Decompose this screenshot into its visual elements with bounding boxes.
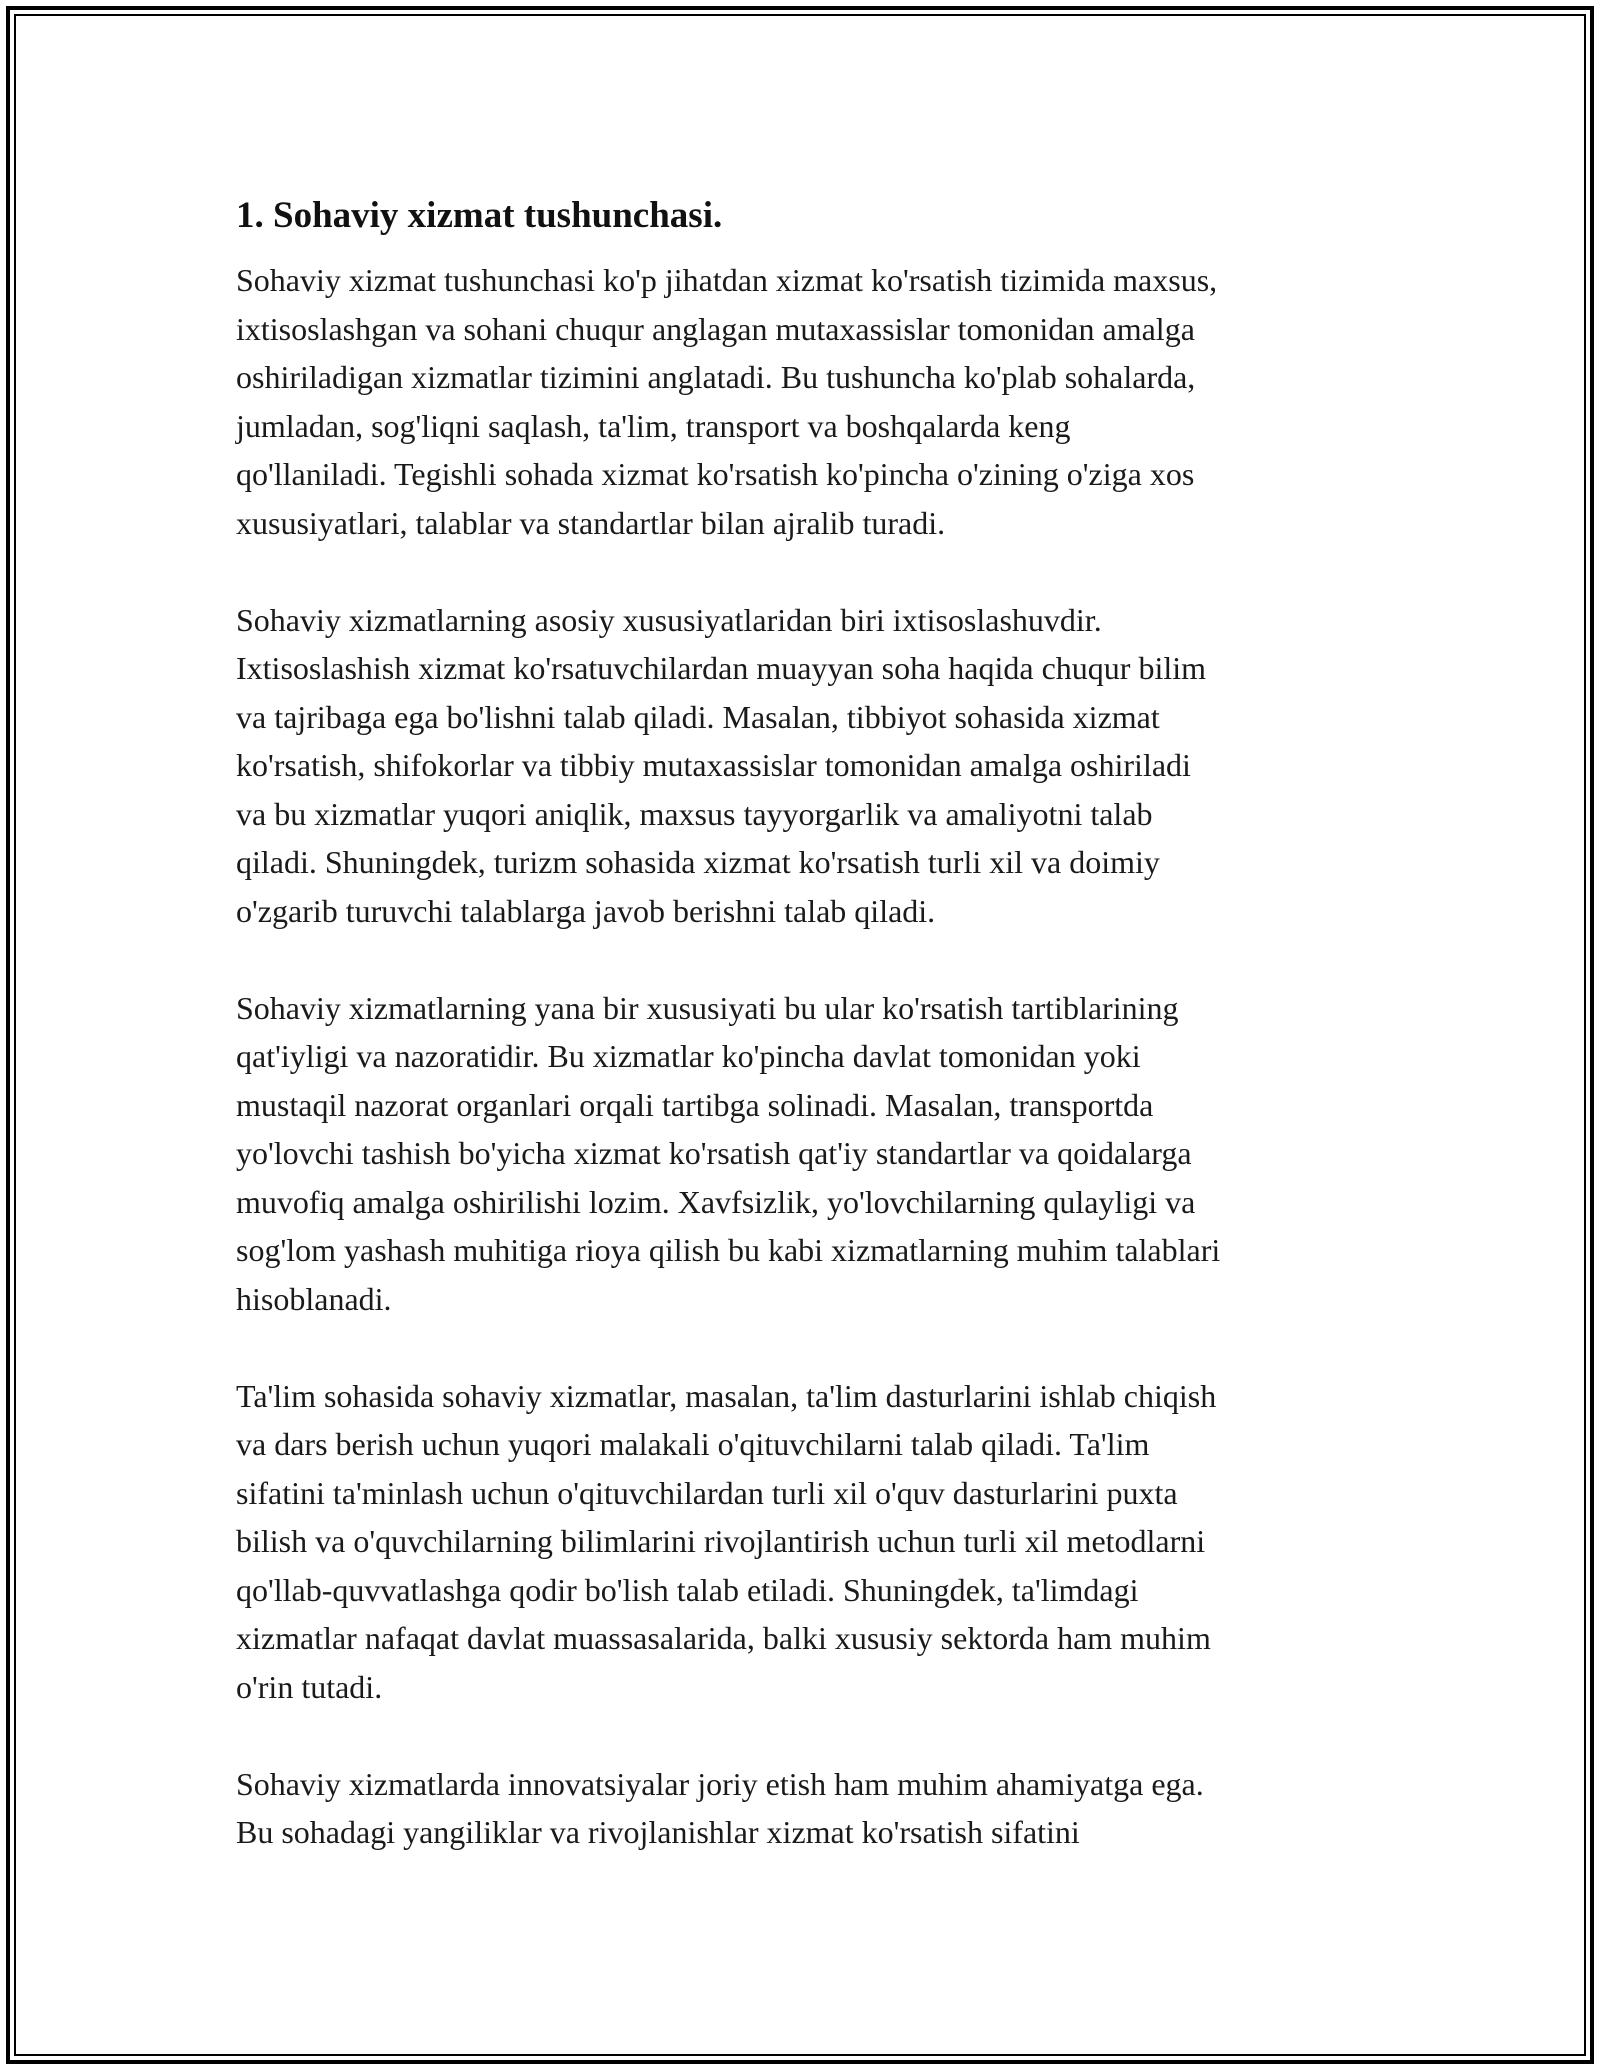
paragraph-2: Sohaviy xizmatlarning asosiy xususiyatlaridan biri ixtisoslashuvdir. Ixtisoslashish xizmat ko'rsatuvchilardan muayyan soha haqida chuqur bilim va tajribaga ega bo'lishni talab qiladi. Masalan, tibbiyot sohasida xizmat ko'rsatish, shifokorlar va tibbiy mutaxassislar tomonidan amalga oshiriladi va bu xizmatlar yuqori aniqlik, maxsus tayyorgarlik va amaliyotni talab qiladi. Shuningdek, turizm sohasida xizmat ko'rsatish turli xil va doimiy o'zgarib turuvchi talablarga javob berishni talab qiladi.: [236, 601, 1206, 929]
section-heading: 1. Sohaviy xizmat tushunchasi.: [236, 195, 723, 236]
document-body: [236, 188, 1376, 1857]
paragraph-5: Sohaviy xizmatlarda innovatsiyalar joriy etish ham muhim ahamiyatga ega. Bu sohadagi yangiliklar va rivojlanishlar xizmat ko'rsatish sifatini: [236, 1765, 1204, 1850]
paragraph-1: Sohaviy xizmat tushunchasi ko'p jihatdan xizmat ko'rsatish tizimida maxsus, ixtisoslashgan va sohani chuqur anglagan mutaxassislar tomonidan amalga oshiriladigan xizmatlar tizimini anglatadi. Bu tushuncha ko'plab sohalarda, jumladan, sog'liqni saqlash, ta'lim, transport va boshqalarda keng qo'llaniladi. Tegishli sohada xizmat ko'rsatish ko'pincha o'zining o'ziga xos xususiyatlari, talablar va standartlar bilan ajralib turadi.: [236, 262, 1218, 541]
paragraph-4: Ta'lim sohasida sohaviy xizmatlar, masalan, ta'lim dasturlarini ishlab chiqish va dars berish uchun yuqori malakali o'qituvchilarni talab qiladi. Ta'lim sifatini ta'minlash uchun o'qituvchilardan turli xil o'quv dasturlarini puxta bilish va o'quvchilarning bilimlarini rivojlantirish uchun turli xil metodlarni qo'llab-quvvatlashga qodir bo'lish talab etiladi. Shuningdek, ta'limdagi xizmatlar nafaqat davlat muassasalarida, balki xususiy sektorda ham muhim o'rin tutadi.: [236, 1377, 1217, 1705]
paragraph-3: Sohaviy xizmatlarning yana bir xususiyati bu ular ko'rsatish tartiblarining qat'iyligi va nazoratidir. Bu xizmatlar ko'pincha davlat tomonidan yoki mustaqil nazorat organlari orqali tartibga solinadi. Masalan, transportda yo'lovchi tashish bo'yicha xizmat ko'rsatish qat'iy standartlar va qoidalarga muvofiq amalga oshirilishi lozim. Xavfsizlik, yo'lovchilarning qulayligi va sog'lom yashash muhitiga rioya qilish bu kabi xizmatlarning muhim talablari hisoblanadi.: [236, 989, 1221, 1317]
